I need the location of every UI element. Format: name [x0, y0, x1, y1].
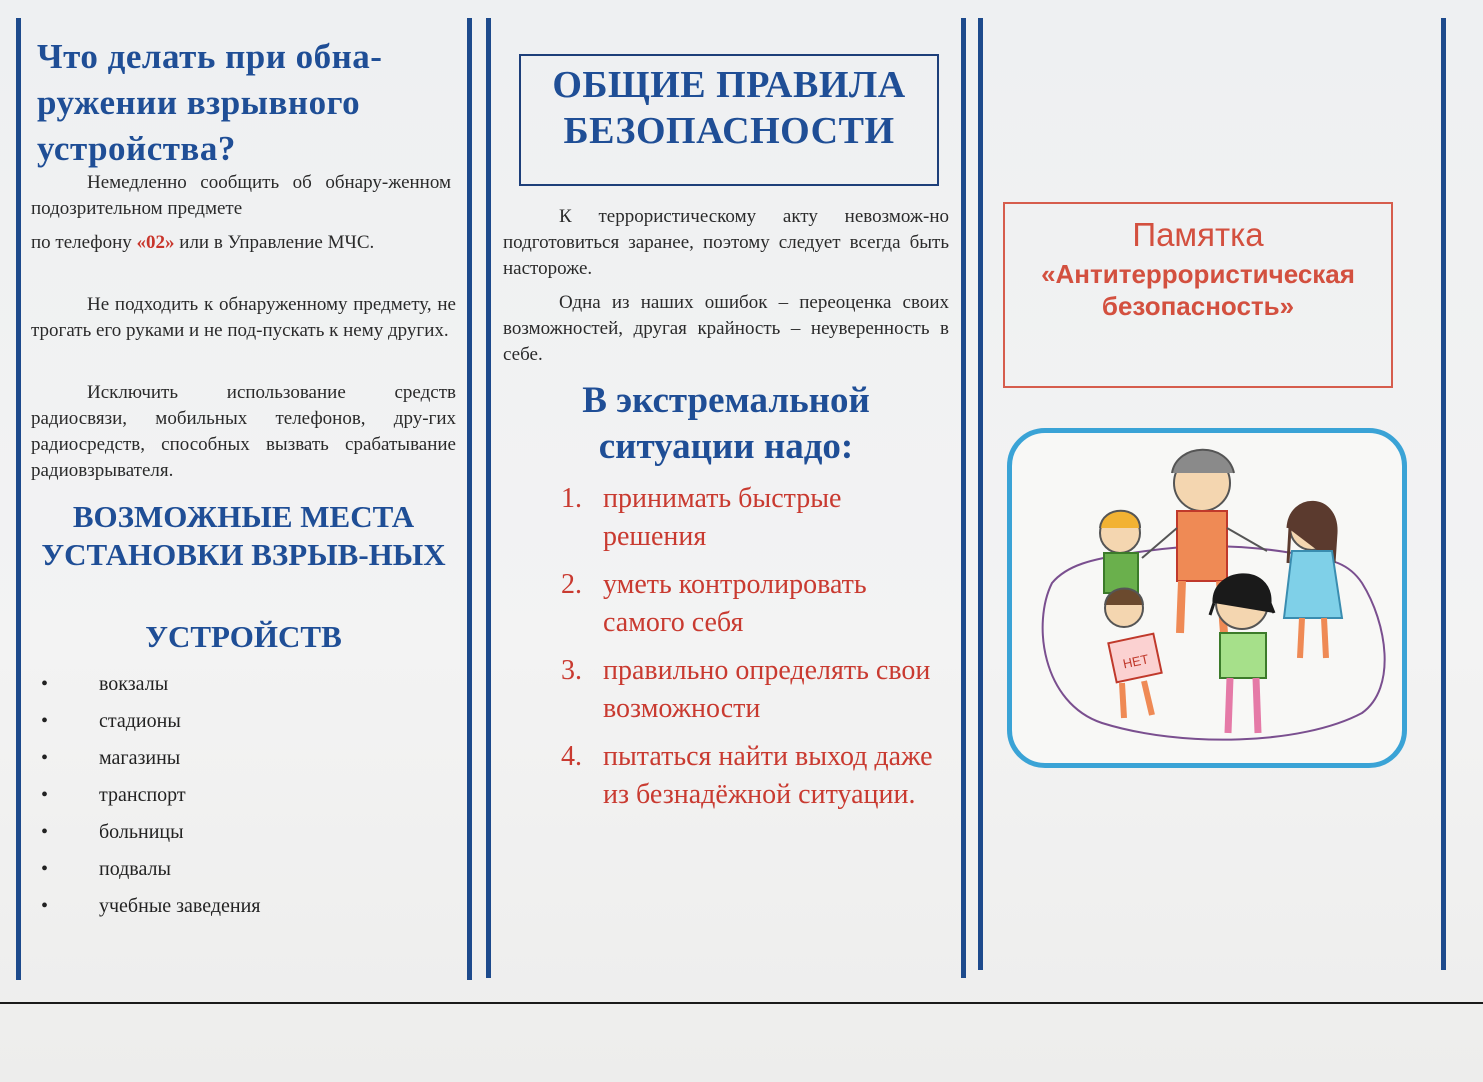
step-text: правильно определять свои возможности	[603, 655, 931, 724]
place-label: учебные заведения	[99, 895, 261, 917]
step-text: принимать быстрые решения	[603, 483, 842, 552]
phone-paragraph	[31, 230, 451, 256]
preparation-paragraph: К террористическому акту невозмож-но подготовиться заранее, поэтому следует всегда быть настороже.	[503, 206, 949, 279]
step-text: пытаться найти выход даже из безнадёжной ситуации.	[603, 741, 933, 810]
place-label: транспорт	[99, 784, 186, 806]
steps-list	[551, 480, 943, 824]
places-heading-continued: УСТРОЙСТВ	[145, 619, 342, 654]
children-drawing	[1007, 428, 1407, 768]
page-fold-line	[0, 1002, 1483, 1004]
phone-prefix: по телефону	[31, 232, 132, 253]
bullet-icon: •	[41, 673, 49, 695]
no-radio-paragraph: Исключить использование средств радиосвязи, мобильных телефонов, дру-гих радиосредств, способных вызвать срабатывание радиовзрывателя.	[31, 382, 456, 481]
mistakes-paragraph: Одна из наших ошибок – переоценка своих возможностей, другая крайность – неуверенность в себе.	[503, 292, 949, 365]
bullet-icon: •	[41, 784, 49, 806]
place-label: подвалы	[99, 858, 171, 880]
rules-title-box	[519, 54, 939, 186]
list-item	[551, 480, 943, 556]
memo-subheading: «Антитеррористическая безопасность»	[1041, 259, 1355, 321]
step-number: 4.	[561, 741, 582, 772]
list-item	[41, 740, 261, 777]
step-number: 2.	[561, 569, 582, 600]
places-heading: ВОЗМОЖНЫЕ МЕСТА УСТАНОВКИ ВЗРЫВ-НЫХ	[41, 499, 446, 572]
list-item	[551, 652, 943, 728]
list-item	[41, 666, 261, 703]
place-label: вокзалы	[99, 673, 169, 695]
bullet-icon: •	[41, 858, 49, 880]
children-drawing-illustration	[1012, 433, 1402, 763]
list-item	[551, 566, 943, 642]
sign-text: НЕТ	[1121, 651, 1151, 672]
left-panel	[16, 18, 472, 980]
memo-title-box	[1003, 202, 1393, 388]
general-rules-heading: ОБЩИЕ ПРАВИЛА БЕЗОПАСНОСТИ	[552, 64, 906, 152]
report-paragraph: Немедленно сообщить об обнару-женном подозрительном предмете	[31, 172, 451, 219]
do-not-touch-paragraph: Не подходить к обнаруженному предмету, не трогать его руками и не под-пускать к нему других.	[31, 294, 456, 341]
list-item	[41, 888, 261, 925]
bullet-icon: •	[41, 710, 49, 732]
list-item	[41, 777, 261, 814]
place-label: стадионы	[99, 710, 181, 732]
bullet-icon: •	[41, 821, 49, 843]
places-list	[41, 666, 261, 925]
list-item	[41, 851, 261, 888]
bullet-icon: •	[41, 895, 49, 917]
right-panel	[978, 18, 1446, 970]
emergency-phone-number: «02»	[136, 232, 175, 253]
place-label: магазины	[99, 747, 181, 769]
list-item	[551, 738, 943, 814]
step-number: 3.	[561, 655, 582, 686]
step-text: уметь контролировать самого себя	[603, 569, 867, 638]
memo-heading: Памятка	[1132, 216, 1264, 253]
middle-panel	[486, 18, 966, 978]
explosive-device-heading: Что делать при обна-ружении взрывного устройства?	[37, 37, 383, 168]
place-label: больницы	[99, 821, 184, 843]
step-number: 1.	[561, 483, 582, 514]
list-item	[41, 703, 261, 740]
phone-suffix: или в Управление МЧС.	[179, 232, 375, 253]
list-item	[41, 814, 261, 851]
bullet-icon: •	[41, 747, 49, 769]
extreme-situation-heading: В экстремальной ситуации надо:	[582, 380, 870, 467]
